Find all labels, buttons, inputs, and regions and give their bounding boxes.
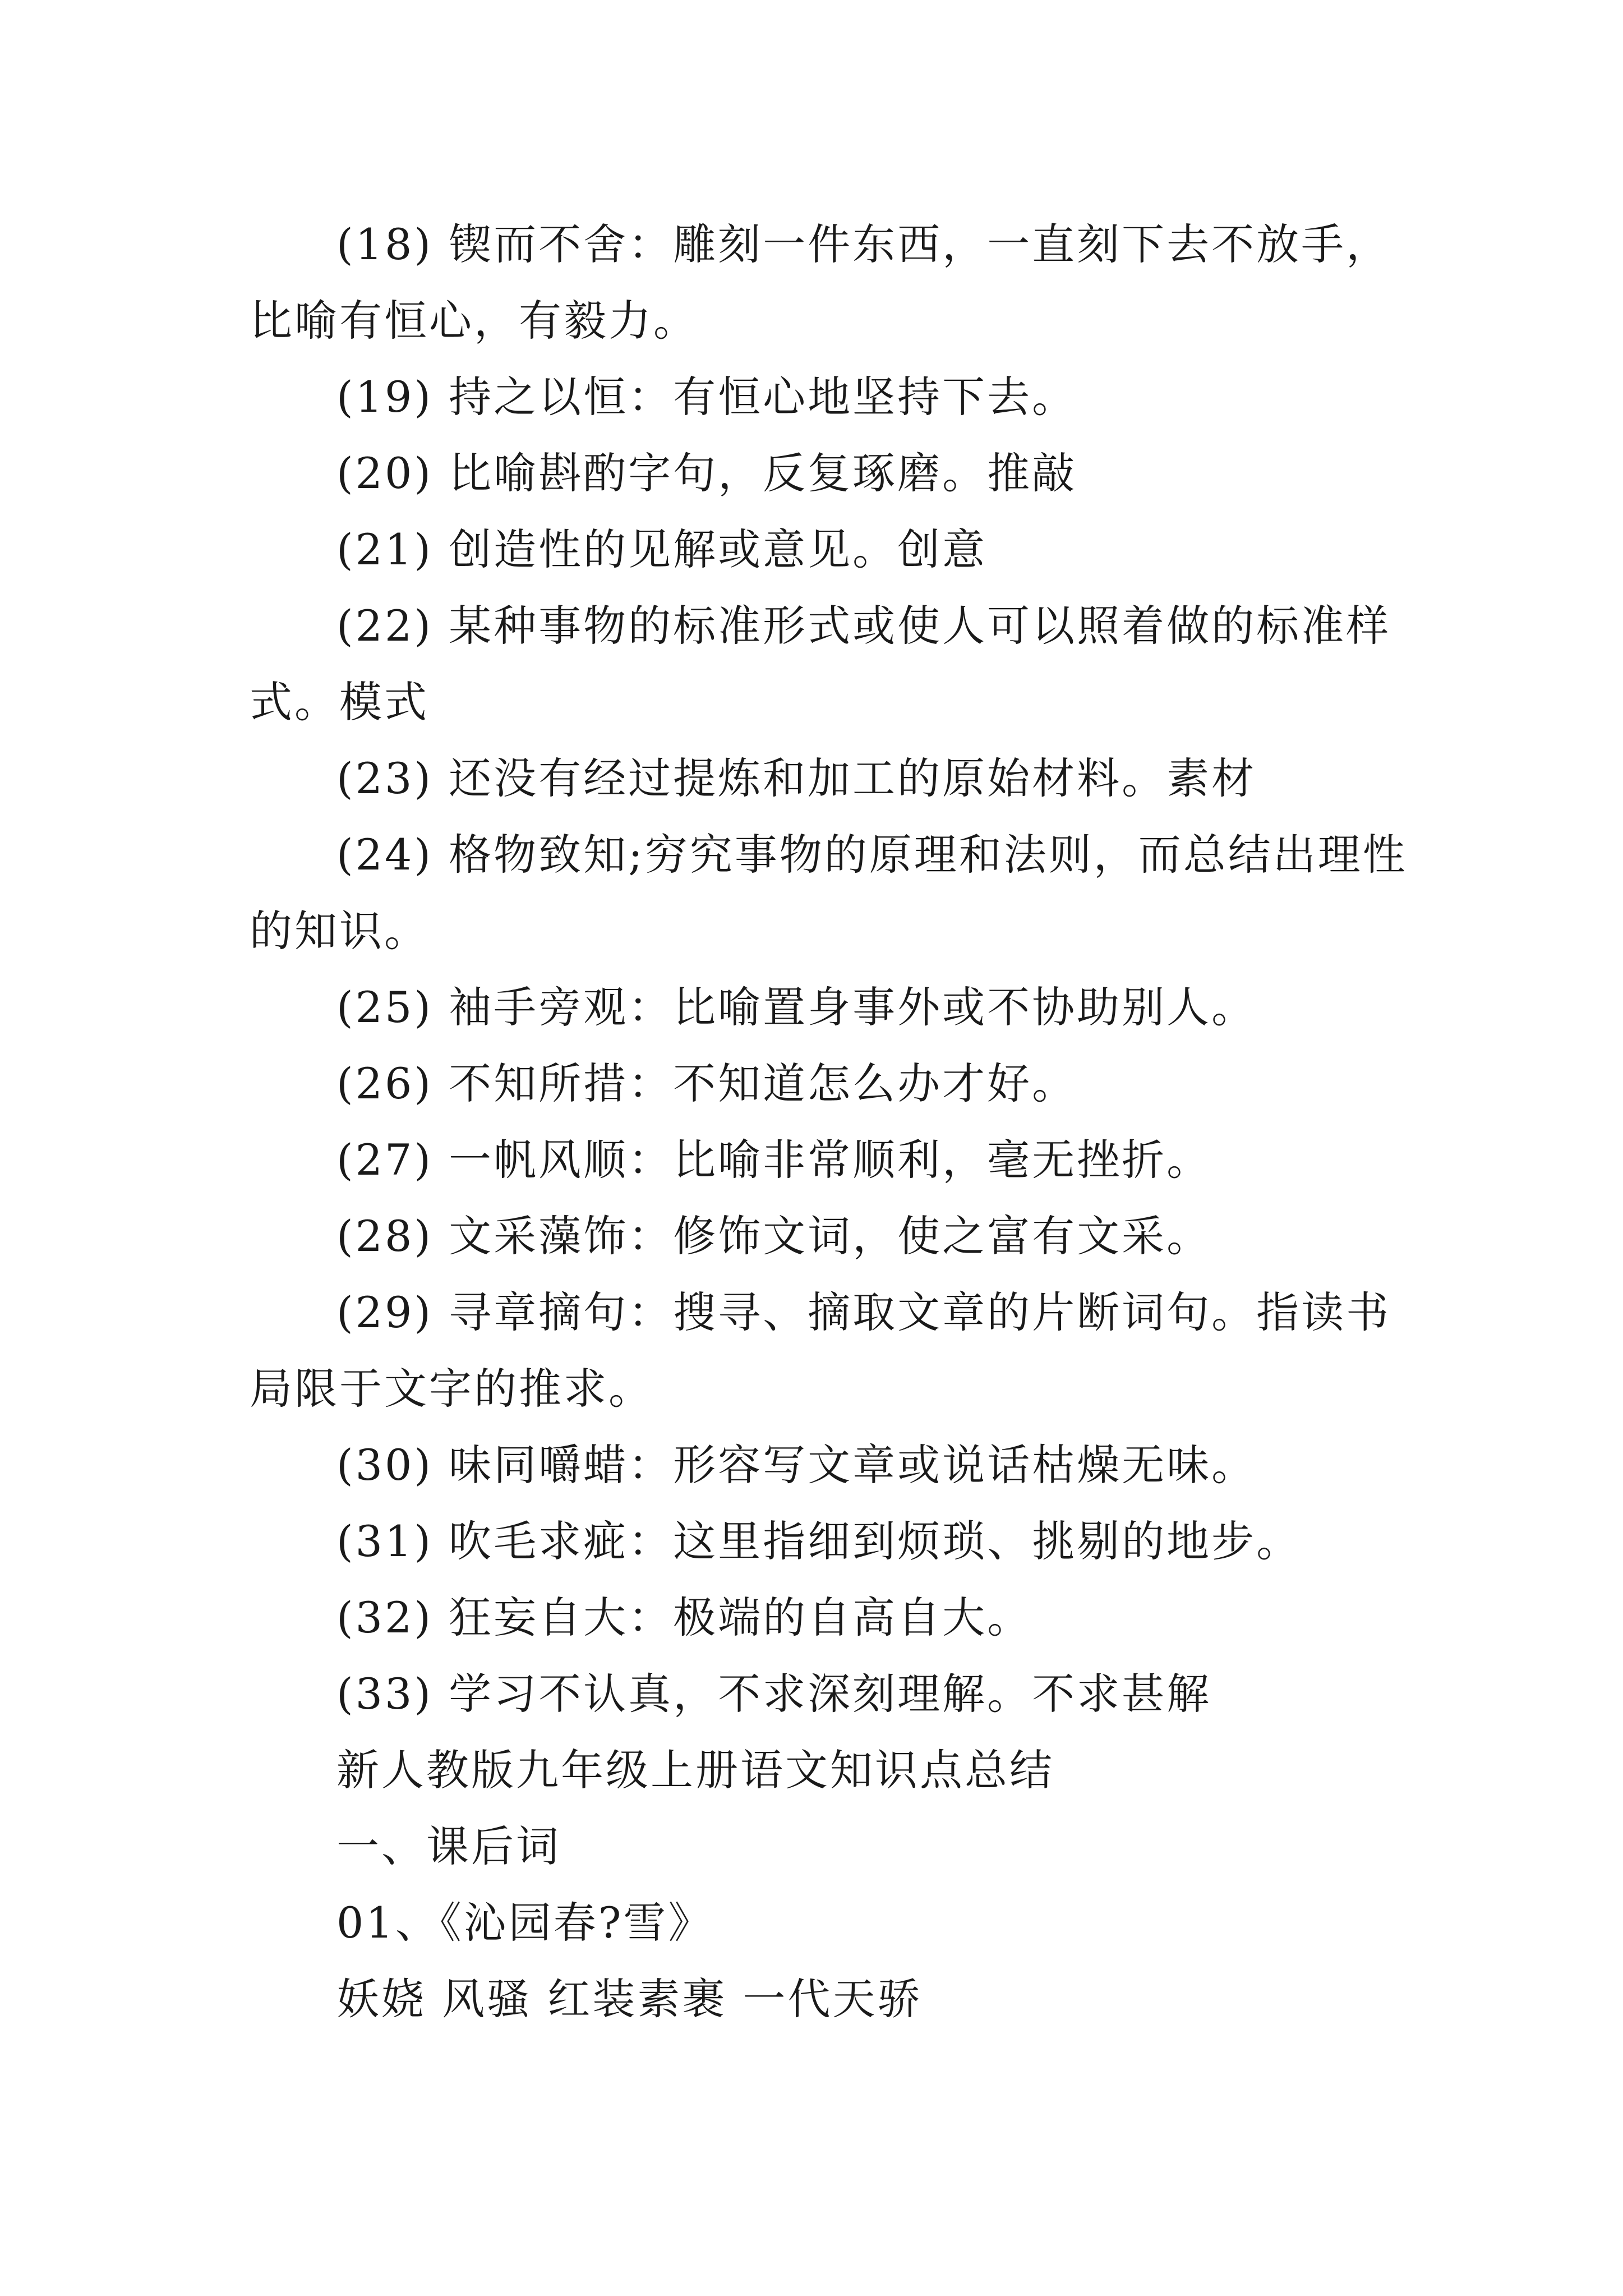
entry-22-line-1: (22) 某种事物的标准形式或使人可以照着做的标准样 [336, 601, 1391, 651]
entry-23: (23) 还没有经过提炼和加工的原始材料。素材 [336, 753, 1257, 803]
entry-27: (27) 一帆风顺：比喻非常顺利，毫无挫折。 [336, 1135, 1212, 1185]
entry-29-line-1: (29) 寻章摘句：搜寻、摘取文章的片断词句。指读书 [336, 1287, 1391, 1337]
entry-25: (25) 袖手旁观：比喻置身事外或不协助别人。 [336, 982, 1257, 1032]
entry-24-line-2: 的知识。 [250, 906, 429, 956]
lesson-title: 01、《沁园春?雪》 [336, 1898, 713, 1948]
entry-26: (26) 不知所措：不知道怎么办才好。 [336, 1059, 1077, 1108]
entry-21: (21) 创造性的见解或意见。创意 [336, 524, 988, 574]
entry-31: (31) 吹毛求疵：这里指细到烦琐、挑剔的地步。 [336, 1516, 1302, 1566]
section-title: 新人教版九年级上册语文知识点总结 [336, 1745, 1054, 1795]
lesson-vocabulary: 妖娆 风骚 红装素裹 一代天骄 [336, 1974, 923, 2024]
subsection-heading: 一、课后词 [336, 1821, 561, 1871]
entry-33: (33) 学习不认真，不求深刻理解。不求甚解 [336, 1669, 1212, 1719]
entry-22-line-2: 式。模式 [250, 677, 429, 727]
entry-29-line-2: 局限于文字的推求。 [250, 1364, 653, 1414]
entry-30: (30) 味同嚼蜡：形容写文章或说话枯燥无味。 [336, 1440, 1257, 1490]
entry-19: (19) 持之以恒：有恒心地坚持下去。 [336, 372, 1077, 422]
entry-18-line-1: (18) 锲而不舍：雕刻一件东西，一直刻下去不放手， [336, 219, 1391, 269]
entry-28: (28) 文采藻饰：修饰文词，使之富有文采。 [336, 1211, 1212, 1261]
entry-20: (20) 比喻斟酌字句，反复琢磨。推敲 [336, 448, 1077, 498]
entry-24-line-1: (24) 格物致知;穷究事物的原理和法则，而总结出理性 [336, 830, 1408, 880]
entry-32: (32) 狂妄自大：极端的自高自大。 [336, 1593, 1032, 1642]
entry-18-line-2: 比喻有恒心，有毅力。 [250, 296, 698, 346]
